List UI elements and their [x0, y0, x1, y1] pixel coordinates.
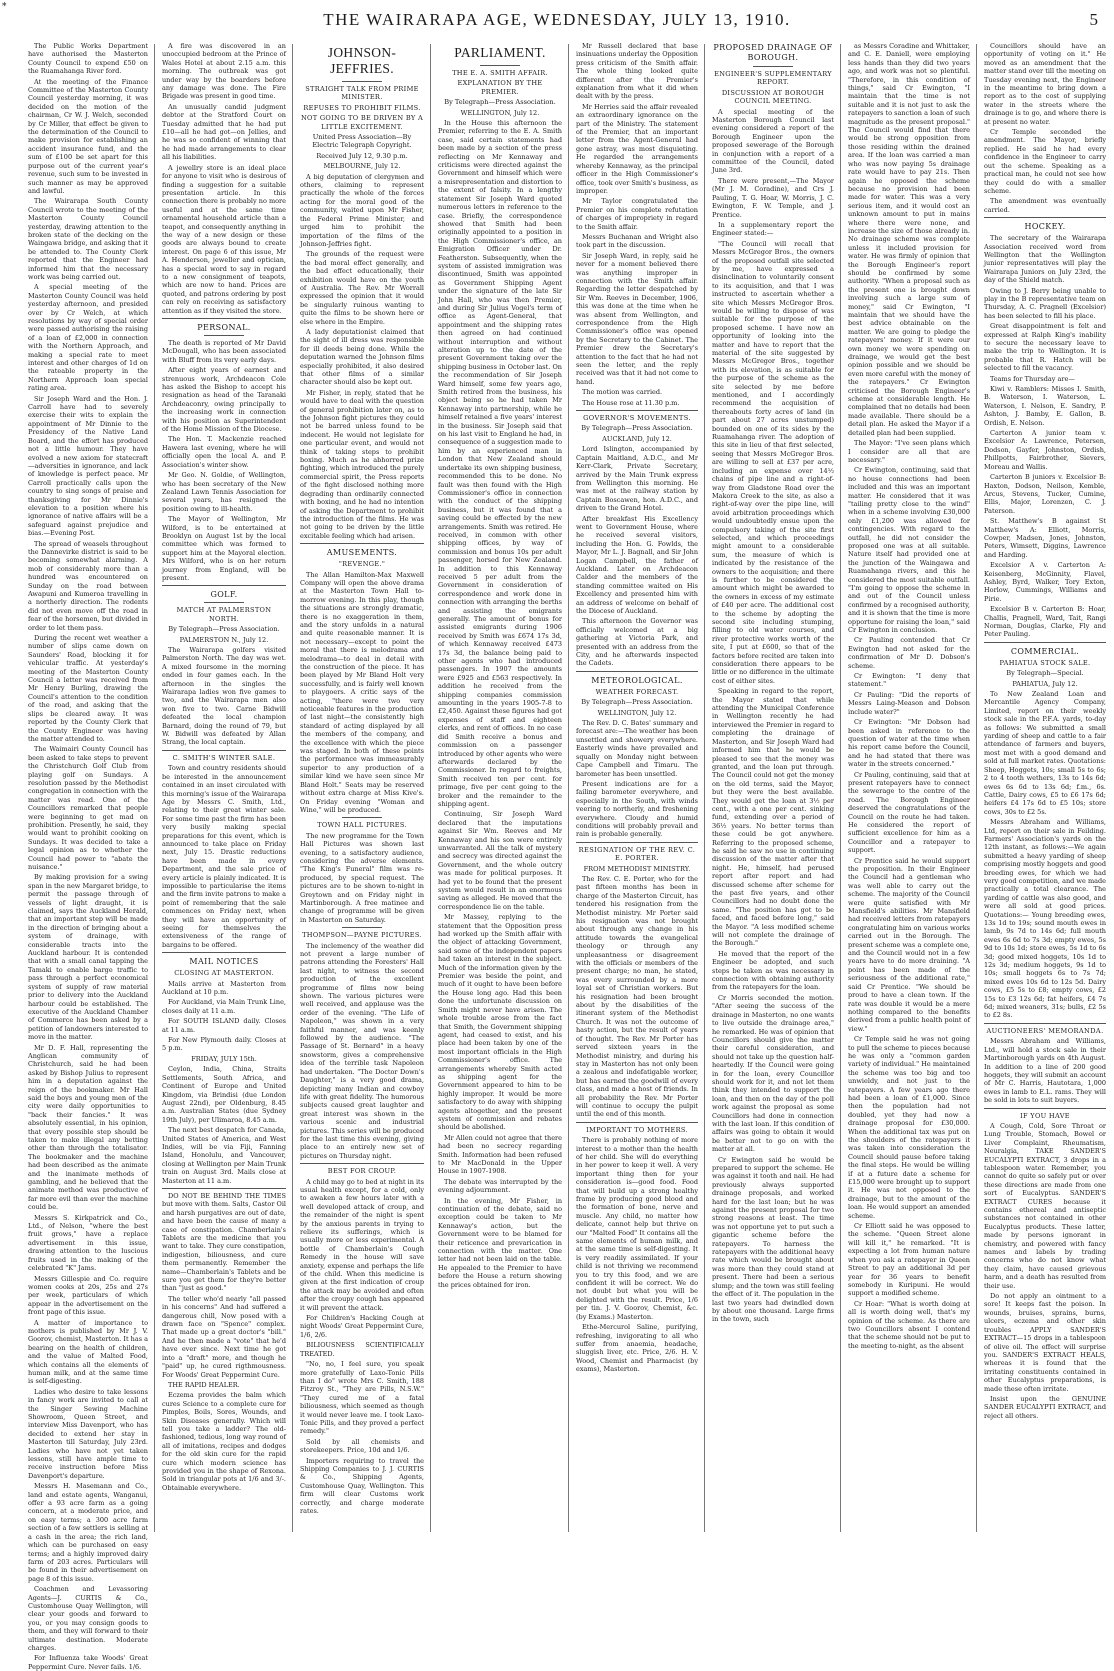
- paragraph: Eczema provides the balm which cures Science to a complete cure for Pimples, Boils, Sores, Wounds, and Skin Diseases generally. Which will tell you take a ladder? The old-fashioned, tedious, long way round of all of imitations, recipes and dodges for the old skin cure for the rapid cure which modern science has provided you in the shape of Rexona. Sold in triangular pots at 1/6 and 3/-. Obtainable everywhere.: [162, 1391, 286, 1492]
- paragraph: The amendment was eventually carried.: [984, 197, 1106, 214]
- paragraph: "The Council will recall that Messrs McGregor Bros., the owners of the proposed outfall site selected by me, have expressed a disinclination to voluntarily consent to its acquisition, and that I was instructed to ascertain whether a site which Messrs McGregor Bros. would be willing to dispose of was suitable for the purpose of the proposed scheme. I have now an opportunity of looking into the matter and have to report that the material of the site suggested by Messrs McGregor Bros., together with its elevation, is as suitable for the purpose of the scheme as the site selected by me before mentioned, and I accordingly recommend the acquisition of thereabouts forty acres of land (in part about 27 acres unstumped) bounded on one of its sides by the Ruamahanga river. The adoption of this site in lieu of that first selected, seeing that Messrs McGregor Bros. are willing to sell at £37 per acre, including an expense over 14½ chains of pipe line and a right-of-way from Gladstone Road over the Makora Creek to the site, as also a right-of-way over the pipe line, will avoid arbitration proceedings which would undoubtedly ensue upon the compulsory taking of the site first selected, and which proceedings might amount to a considerable sum, the measure of which is indicated by the resistance of the owners to the acquisition; and there is further to be considered the amount which might be awarded to the owners in excess of my estimate of £40 per acre. The additional cost to the scheme by adopting the second site including stumping, filling to old water courses, and river protective works worth of the site, I put at £600, so that of the factors before recited are taken into consideration there appears to be little or no difference in the ultimate cost of either sites.: [712, 239, 834, 685]
- paragraph: Mr Herries said the affair revealed an extraordinary ignorance on the part of the Ministry. The statement of the Premier, that an important letter from the Agent-General had gone astray, was most disquieting. He regarded the arrangements whereby Kennaway, as the principal officer in the High Commissioner's office, took over Smith's business, as improper.: [576, 102, 698, 195]
- divider: [204, 335, 244, 336]
- paragraph: For Children's Hacking Cough at night Woods' Great Peppermint Cure, 1/6, 2/6.: [300, 1314, 424, 1339]
- meteorological-heading: METEOROLOGICAL.: [591, 675, 683, 685]
- corner-mark: *: [2, 2, 7, 12]
- town-hall-paragraphs: [300, 832, 424, 924]
- paragraph: Carterton A junior team v. Excelsior A: Lawrence, Petersen, Dodson, Gayfer, Johnston, Ordish, Phillpotts, Fairbrother, Sievers, Moreau and Wallis.: [984, 429, 1106, 471]
- governor-byline: By Telegraph—Press Association.: [581, 424, 693, 433]
- page-columns: [28, 42, 1106, 1671]
- paragraph: Present indications are for a failing barometer everywhere, and especially in the South, with winds veering to northerly, and freshening everywhere. Cloudy and humid conditions will probably prevail and rain is probable generally.: [576, 779, 698, 839]
- drainage-heading: PROPOSED DRAINAGE OF BOROUGH.: [713, 43, 833, 62]
- paragraph: Cr Prentice said he would support the proposition. In their Engineer the Council had a gentleman who was well able to carry out the scheme. The majority of the Council were quite satisfied with Mr Mansfield's abilities. Mr Mansfield had received letters from ratepayers congratulating him on various works carried out in the Borough. The present scheme was a complete one, and the Council would not in a few years have to do more draining. "A point has been made of the seriousness of the additional rate," said Cr Prentice. "We should be proud to have a clean town. If the rate was double it would be a mere nothing compared to the benefits derived from a public health point of view.": [848, 856, 970, 1033]
- mail-paragraphs: [162, 980, 286, 1053]
- paragraph: A child may go to bed at night in its usual health except, for a cold, only to awaken a few hours later with a well developed attack of croup, and the remainder of the night is spent by the anxious parents in trying to relieve its sufferings, which is usually more or less experimental. A bottle of Chamberlain's Cough Remedy in the house will save anxiety, expense and perhaps the life of the child. When this medicine is given at the first indication of croup the attack may be avoided and often after the croupy cough has appeared it will prevent the attack.: [300, 1177, 424, 1312]
- paragraph: "No, no, I feel sure, you speak more gratefully of Laxo-Tonic Pills than I do" wrote Mrs C. Smith, 188 Fitzroy St., "They are Pills, N.S.W." "They cured me of a fatal biliousness, which seemed as though it would never leave me. I took Laxo-Tonic Pills, and they proved a perfect remedy.": [300, 1360, 424, 1436]
- governor-dateline: AUCKLAND, July 12.: [602, 434, 672, 443]
- paragraph: A matter of importance to mothers is published by Mr J. V. Goorov, chemist, Masterton. It has a bearing on the health of children, and the value of Malted Food, which contains all the elements of human milk, and at the same time is self-digesting.: [28, 1318, 148, 1386]
- paragraph: The teller who'd nearly "all passed in his concerns" And had suffered a dangerous chill, Now posed with a drawn face on "Spence" complex. That made up a great doctor's "bill." And he then made a "vote" that he'd have ever since. Next time he got into a "draft" more, and though he "paid" up, he cured rigthmousness. For Woods' Great Peppermint Cure.: [162, 1294, 286, 1379]
- commercial-dateline: PAHIATUA, July 12.: [1012, 679, 1078, 688]
- divider: [162, 1188, 286, 1189]
- column-1: [28, 42, 148, 1671]
- paragraph: as Messrs Coradine and Whittaker, and C. E. Daniell, were employing less hands than they did two years ago, and work was not so plentiful. "Therefore, in this condition of things," said Cr Ewington, "I maintain that the time is not suitable and it is not just to ask the ratepayers to sanction a loan of such magnitude as the present proposal." The Council would find that there would be strong opposition from those residing within the drained area. If the loan was carried a man who was now paying 5s drainage rate would have to pay 21s. Then again he opposed the scheme because no provision had been made for water. This was a very serious item, and it would cost an unknown amount to put in mains where there were none, and increase the size of those already in. No drainage scheme was complete unless it included provision for water. He was firmly of opinion that the Borough Engineer's report should be confirmed by some authority. "When a proposal such as the present one is brought down involving such a large sum of money," said Cr Ewington, "I maintain that we should have the best advice obtainable on the matter. We are going to pledge the ratepayers' money. If it were our own money we were spending on drainage, we would get the best opinion possible and we should be even more careful with the money of the ratepayers." Cr Ewington criticised the Borough Engineer's scheme at considerable length. He complained that no details had been made available. There should be a detail plan. He asked the Mayor if a detailed plan had been supplied.: [848, 42, 970, 437]
- paragraph: St. Matthew's B against St Matthew's A: Elliott, Morris, Cowper, Madsen, Jones, Johnston, Peters, Wimsett, Diggins, Lawrence and Harding.: [984, 517, 1106, 559]
- meteorological-sub: WEATHER FORECAST.: [595, 687, 679, 696]
- divider: [162, 585, 286, 586]
- paragraph: Carterton B juniors v. Excelsior B: Haxton, Dodson, Neilson, Kemble, Arcus, Stevens, Tucker, Cumine, Ellis, Major, Lorenzen, C. J. Paterson.: [984, 473, 1106, 515]
- paragraph: The inclemency of the weather did not prevent a large number of patrons attending the Foresters' Hall last night, to witness the second production of the excellent programme of films now being shown. The various pictures were well received, and applause was the order of the evening. "The Life of Napoleon," was shown in a very faithful manner, and was keenly followed by the audience. "The Passage of St. Bernard" in a heavy snowstorm, gives a comprehensive idea of the terrible task Napoleon had undertaken. "The Doctor Down's Daughter," is a very good drama, depicting many Indian and cowboy life with great fidelity. The humorous subjects caused great laughter and great interest was shown in the various scenic and industrial pictures. This series will be produced for the last time this evening, giving place to an entirely new set of pictures on Thursday night.: [300, 941, 424, 1160]
- divider: [753, 66, 793, 67]
- paragraph: Cr Hoar: "What is worth doing at all is worth doing well, that's my opinion of the scheme. As there are two Councillors absent I contend that the scheme should not be put to the meeting to-night, as the absent: [848, 1299, 970, 1350]
- divider: [984, 1023, 1106, 1024]
- column-2: [162, 42, 286, 1538]
- divider: [204, 602, 244, 603]
- paragraph: The Rev. C. E. Porter, who for the past fifteen months has been in charge of the Masterton Circuit, has tendered his resignation from the Methodist ministry. Mr Porter said his resignation was not brought about through any change in his attitude towards the evangelical theology or through any unpleasantness or disagreement with the officials or members of the present charge; no man, he stated, was every surrounded by a more loyal set of Christian workers. But his resignation had been brought about by the disabilities of the itinerant system of the Methodist Church. It was not the outcome of hasty action, but the result of years of thought. The Rev. Mr Porter has served sixteen years in the Methodist ministry, and during his stay in Masterton has not only been a zealous and indefatigable worker, but has earned the goodwill of every class, and made a host of friends. In all probability the Rev. Mr Porter will continue to occupy the pulpit until the end of this month.: [576, 874, 698, 1119]
- paragraph: In the evening, Mr Fisher, in continuation of the debate, said no exception could be taken to Mr Kennaway's action, but the Government were to be blamed for their reticence and prevarication in connection with the matter. One letter had not been laid on the table. He appealed to the Premier to have before the House a return showing the prices obtained for iron.: [438, 1196, 562, 1289]
- commercial-heading: COMMERCIAL.: [1010, 646, 1080, 656]
- paragraph: Messrs Abraham and Williams, Ltd., will hold a stock sale in their Martinborough yards on 4th August. In addition to a line of 200 good hoggets, they will submit an account of Mr C. Harris, Hautotara, 1,000 ewes in lamb to E.L. rams. They will be sold in lots to suit buyers.: [984, 1037, 1106, 1105]
- paragraph: Cr Ewington said he would be prepared to support the scheme. He was against it tooth and nail. He had previously always supported drainage proposals, and worked hard for the last loan; but he was against the present proposal for two strong reasons at least. The time was not opportune yet to put such a gigantic scheme before the ratepayers. To harness the ratepayers with the additional heavy rate which would be brought about was more than they could stand at present. There had been a serious slump; and the town was still feeling the effect of it. The population in the last two years had dwindled down by about one thousand. Large firms in the town, such: [712, 1155, 834, 1324]
- paragraph: An unusually candid judgment debtor at the Stratford Court on Tuesday admitted that he had put £10—all he had got—on Jellies, and he was so confident of winning that he had made arrangements to clear all his liabilities.: [162, 102, 286, 162]
- thompson-paragraphs: [300, 942, 424, 1161]
- paragraph: After breakfast His Excellency went to Government House, where he received several visitors, including the Hon. G. Fowlds, the Mayor, Mr L. J. Bagnall, and Sir John Logan Campbell, the father of Auckland. Later on Archdeacon Calder and the members of the standing committee waited on His Excellency and presented him with an address of welcome on behalf of the Diocese of Auckland.: [576, 514, 698, 615]
- paragraph: Mails arrive at Masterton from Auckland at 10 p.m.: [162, 979, 286, 997]
- paragraph: The debate was interrupted by the evening adjournment.: [438, 1177, 562, 1195]
- paragraph: During the recent wet weather a number of slips came down on Saunders' Road, blocking it for vehicular traffic. At yesterday's meeting of the Masterton County Council a letter was received from Mr Henry Burling, drawing the Council's attention to the condition of the road, and asking that the slips be cleared away. It was reported by the County Clerk that the County Engineer was having the matter attended to.: [28, 634, 148, 743]
- drainage-paragraphs: [712, 108, 834, 1324]
- divider: [984, 217, 1106, 218]
- divider: [576, 1122, 698, 1123]
- golf-subheading: MATCH AT PALMERSTON NORTH.: [176, 606, 272, 623]
- paragraph: The Waimairi County Council has been asked to take steps to prevent the Christchurch Golf Club from playing golf on Sundays. A resolution passed by the Methodist congregation in connection with the matter was read. One of the Councillors remarked that people were beginning to get mad on prohibition. Presently, he said, they would want to prohibit cooking on Sundays. It was decided to take a legal opinion as to whether the Council had power to "abate the nuisance.": [28, 745, 148, 871]
- meteorological-byline: By Telegraph—Press Association.: [581, 698, 693, 707]
- paragraph: The Rev. D. C. Bates' summary and forecast are:—The weather has been unsettled and showery everywhere. Easterly winds have prevailed and squally on Monday night between Cape Campbell and Timaru. The barometer has been unsettled.: [576, 719, 698, 778]
- paragraph: Insist upon the GENUINE SANDER EUCALYPTI EXTRACT, and reject all others.: [984, 1394, 1106, 1420]
- paragraph: Lord Islington, accompanied by Captain Maitland, A.D.C., and Mr Kerr-Clark, Private Secretary, arrived by the Main Trunk express from Wellington this morning. He was met at the railway station by Captain Boscawen, hon. A.D.C., and driven to the Grand Hotel.: [576, 445, 698, 513]
- auctioneers-paragraphs: [984, 1037, 1106, 1104]
- paragraph: The Wairarapa golfers visited Palmerston North. The day was wet. A mixed foursome in the morning ended in four games each. In the afternoon in the singles the Wairarapa ladies won five games to two, and the Wairarapa men also won five to two. Carne Bidwill defeated the local champion Barnard, doing the round of 79, but W. Bidwill was defeated by Allan Strang, the local captain.: [162, 646, 286, 747]
- paragraph: The Mayor of Wellington, Mr Wilford, is to be entertained at Brooklyn on August 1st by the local committee which was formed to support him at the Mayoral election. Mrs Wilford, who is on her return journey from England, will be present.: [162, 515, 286, 582]
- paragraph: Mr Russell declared that base insinuations underlay the Opposition press criticism of the Smith affair. The whole thing looked quite different after the Premier's explanation from what it did when dealt with by the press.: [576, 42, 698, 101]
- paragraph: Do not apply an ointment to a sore! It keeps fast the poison. In wounds, bruises, sprains, burns, ulcers, eczema and other skin troubles APPLY SANDER'S EXTRACT—15 drops in a tablespoon of olive oil. The effect will surprise you. SANDER'S EXTRACT HEALS, whereas it is found that the irritating constituents contained in other Eucalyptus preparations, is made these often irritate.: [984, 1292, 1106, 1393]
- paragraph: Sir Joseph Ward and the Hon. J. Carroll have had to severely exercise their wits to explain the appointment of Mr Dinnie to the Presidency of the Native Land Board, and the effort has produced not a little humour. They have evolved a new axiom for statecraft—adversities in ignorance, and lack of knowledge is perfect peace. Mr Carroll practically calls upon the country to sing songs of praise and thanksgiving for Mr Dinnie's elevation to a position where his ignorance of native affairs will be a safeguard against prejudice and bias.—Evening Post.: [28, 394, 148, 538]
- paragraph: Mr Taylor congratulated the Premier on his complete refutation of charges of impropriety in regard to the Smith affair.: [576, 197, 698, 231]
- col7-paragraphs: [848, 42, 970, 1350]
- paragraph: Cr Temple seconded the amendment. The Mayor, briefly replied. He said he had every confidence in the Engineer to carry out the scheme. Speaking as a practical man, he could not see how they could do with a smaller scheme.: [984, 128, 1106, 195]
- paragraph: A fire was discovered in an unoccupied bedroom at the Prince of Wales Hotel at about 2.15 a.m. this morning. The outbreak was got under way by the boarders before any damage was done. The Fire Brigade was present in good time.: [162, 42, 286, 101]
- paragraph: For Auckland, via Main Trunk Line, closes daily at 11 a.m.: [162, 998, 286, 1015]
- paragraph: Sold by all chemists and storekeepers. Price, 10d and 1/6.: [300, 1437, 424, 1455]
- paragraph: Mr Geo. N. Goldie, of Wellington, who has been secretary of the New Zealand Lawn Tennis Association for several years, has resigned the position owing to ill-health.: [162, 471, 286, 513]
- parliament-sub-2: EXPLANATION BY THE PREMIER.: [457, 79, 543, 96]
- divider: [984, 1108, 1106, 1109]
- paragraph: Sir Joseph Ward, in reply, said he never for a moment believed there was anything improper in connection with the Smith affair. Regarding the letter despatched by Sir Wm. Reeves in December, 1906, this was done at the time when he was absent from Wellington, and correspondence from the High Commissioner's office was opened by the Secretary to the Cabinet. The Premier drew the Secretary's attention to the fact that he had not seen the letter, and the reply received was that it had not come to hand.: [576, 251, 698, 386]
- paragraph: In the House this afternoon the Premier, referring to the E. A. Smith case, said certain statements had been made by a section of the press reflecting on Mr Kennaway and criticisms were directed against the Government and himself which were a misrepresentation and distortion to the extent of falsity. In a lengthy statement Sir Joseph Ward quoted numerous letters in reference to the case. Briefly, the correspondence showed that Smith had been originally appointed to a position in the High Commissioner's office, an Emigration Officer under Dr. Featherston. Subsequently, when the system of assisted immigration was discontinued, Smith was appointed as Government Shipping Agent under the signature of the late Sir John Hall, who was then Premier, and during Sir Julius Vogel's term of office as Agent-General, that appointment and the shipping rates then agreed on had continued without interruption and without alteration up to the date of the present Government taking over the shipping business in October last. On the recommendation of Sir Joseph Ward himself, some few years ago, Smith retired from the business, his object being so he had taken Mr Kennaway into partnership, while he himself retained a five years' interest in the business. Sir Joseph said that on his last visit to England he had, in consequence of a suggestion made to him by an experienced man in London that New Zealand should undertake its own shipping business, recommended this to be done. No fault was then found with the High Commissioner's office in connection with the conduct of the shipping business, but it was found that a saving could be effected by the new arrangements. Smith was retired. He received, in common with other shipping offices, by way of commission and bonus 10s per adult passenger, horsed for New Zealand. In addition to this Kennaway received 5 per adult from the Government in consideration of correspondence and work done in connection with arranging the berths and assisting the emigrants generally. The amount of bonus for assisted emigrants during 1906 received by Smith was £674 17s 3d, of which Kennaway received £473 17s 3d, the balance being paid to other agents who had introduced passengers. In 1907 the amounts were £925 and £563 respectively. In addition he received from the shipping companies commission amounting in the years 1905-7-8 to £2,450. Against these figures had got expenses of staff and eighteen clerks, and rent of offices. In no case did Smith receive a bonus and commission on a passenger introduced by other agents who were afterwards declared by the Commissioner. In regard to freights, Smith received ten per cent. for primage, five per cent going to the broker and the remainder to the shipping agent.: [438, 119, 562, 808]
- personal-heading: PERSONAL.: [197, 323, 251, 332]
- divider: [162, 952, 286, 953]
- paragraph: Town and country residents should be interested in the announcement contained in an inset circulated with this morning's issue of the Wairarapa Age by Messrs C. Smith, Ltd., relating to their great winter sale. For some time past the firm has been very busily making special preparations for this event, which is announced to take place on Friday next, July 15. Drastic reductions have been made in every Department, and the sale price of every article is plainly indicated. It is impossible to particularise the items and the firm invite patrons to make a point of remembering that the sale commences on Friday next, when they will have an opportunity of seeing for themselves the extensiveness of the range of bargains to be offered.: [162, 764, 286, 949]
- resignation-paragraphs: [576, 875, 698, 1119]
- meteorological-paragraphs: [576, 719, 698, 839]
- column-7: [848, 42, 970, 1538]
- parliament-dateline: WELLINGTON, July 12.: [460, 108, 540, 117]
- parliament-sub-1: THE E. A. SMITH AFFAIR.: [452, 69, 548, 77]
- paragraph: A big deputation of clergymen and others, claiming to represent practically the whole of the forces acting for the moral good of the community, waited upon Mr Fisher, the Federal Prime Minister, and urged him to prohibit the importation of the films of the Johnson-Jeffries fight.: [300, 172, 424, 248]
- paragraph: Cr Ewington, continuing, said that no house connections had been included and this was an important matter. He considered that it was "tailing pretty close to the wind" when in a scheme involving £30,000 only £1,200 was allowed for contingencies. With regard to the outfall, he did not consider the proposed one was at all suitable. Nature itself had provided one at the junction of the Waingawa and Ruamahanga rivers, and this he considered the most suitable outfall. "I'm going to oppose the scheme in and out of the Council unless confirmed by a recognised authority, and it is shown that the time is more opportune for raising the loan," said Cr Ewington in conclusion.: [848, 466, 970, 635]
- paragraph: Cr Morris seconded the motion. "After seeing the success of the drainage in Masterton, no one wants to live outside the drainage area," he remarked. He was of opinion that Councillors should give the matter their careful consideration, and should not take up the question half-heartedly. If the Council were going in for the loan, every Councillor should work for it, and not let them think they intended to support the loan, and then on the day of the poll work against the proposal as some Councillors had done in connection with the last loan. If this condition of affairs was going to obtain it would be better not to go on with the matter at all.: [712, 993, 834, 1154]
- mail-subheading: CLOSING AT MASTERTON.: [174, 969, 274, 978]
- parliament-byline: By Telegraph—Press Association.: [444, 98, 556, 107]
- col1-paragraphs: [28, 42, 148, 1671]
- parliament-paragraphs: [438, 119, 562, 1289]
- mail-day: FRIDAY, JULY 15th.: [191, 1054, 257, 1063]
- paragraph: Ladies who desire to take lessons in fancy work are invited to call at the Singer Sewing Machine Showroom, Queen Street, and interview Miss Davenport, who has decided to extend her stay in Masterton till Saturday, July 23rd. Ladies who have not yet taken lessons, still have ample time to receive instruction before Miss Davenport's departure.: [28, 1387, 148, 1480]
- paragraph: Cr Temple said he was not going to pull the scheme to pieces because he was only a "common garden variety of individual." He maintained the scheme was too big and too unwieldy, and not just to the ratepayers. A few years ago there had been a loan of £1,000. Since then the population had not doubled, yet they had now a drainage proposal for £30,000. When the additional tax was put on the shoulders of the ratepayers it was taken into consideration the Council should pause before taking the final steps. He would be willing if at a future date a scheme for £15,000 were brought up to support it. He was not opposed to the drainage, but to the amount of the loan. He would support an amended scheme.: [848, 1035, 970, 1220]
- johnson-paragraphs: [300, 173, 424, 540]
- johnson-byline: United Press Association—By Electric Telegraph Copyright.: [312, 133, 412, 150]
- mothers-paragraphs: [576, 1136, 698, 1373]
- town-hall-heading: TOWN HALL PICTURES.: [317, 821, 407, 830]
- paragraph: After eight years of earnest and strenuous work, Archdeacon Cole has asked the Bishop to accept his resignation as head of the Taranaki Archdeaconry, owing principally to the increasing work in connection with his position as Superintendent of the Home Mission of the Diocese.: [162, 366, 286, 434]
- paragraph: The Public Works Department have authorised the Masterton County Council to expend £50 on the Ruamahanga River ford.: [28, 42, 148, 76]
- paragraph: Mr Fisher, in reply, stated that he would have to deal with the question of general prohibition later on, as to the Johnson fight pictures they could not be barred unless found to be indecent. He would not legislate for one particular event, and would not think of taking steps to prohibit boxing. Much as he abhorred prize fighting, which introduced the purely commercial spirit, the Press reports of the fight disclosed nothing more degrading than ordinarily connected with boxing, and he had no intention of asking the Department to prohibit the introduction of the films. He was not going to be driven by the little excitable feeling which had arisen.: [300, 388, 424, 540]
- johnson-sub-2: REFUSES TO PROHIBIT FILMS.: [303, 103, 421, 112]
- column-6: [712, 42, 834, 1538]
- paragraph: Great disappointment is felt and expressed at Ralph King's inability to secure the necessary leave to make the trip to Wellington. It is probable that R. Hatch will be selected to fill the vacancy.: [984, 322, 1106, 373]
- golf-heading: GOLF.: [210, 590, 238, 600]
- commercial-sub: PAHIATUA STOCK SALE.: [999, 658, 1091, 667]
- paragraph: Cr Pauling contended that Cr Ewington had not asked for the confirmation of Mr D. Dobson's scheme.: [848, 636, 970, 670]
- paragraph: Messrs Buchanan and Wright also took part in the discussion.: [576, 232, 698, 250]
- paragraph: Mr Allen could not agree that there had been no secrecy regarding Smith. Information had been refused to Mr MacDonald in the Upper House in 1907-1908.: [438, 1133, 562, 1176]
- paragraph: Excelsior A v. Carterton A: Keisenberg, McGinnity, Flavel, Ashley, Byrd, Walker, Tory Exton, Horlow, Cummings, Williams and Pirie.: [984, 561, 1106, 603]
- commercial-byline: By Telegraph—Special.: [1006, 669, 1084, 678]
- governor-heading: GOVERNOR'S MOVEMENTS.: [583, 414, 691, 423]
- hockey-heading: HOCKEY.: [1024, 222, 1066, 232]
- golf-paragraphs: [162, 646, 286, 747]
- divider: [342, 927, 382, 928]
- divider: [576, 842, 698, 843]
- paragraph: The House rose at 11.30 p.m.: [582, 398, 680, 407]
- paragraph: Continuing, Sir Joseph Ward declared that the imputations against Sir Wm. Reeves and Mr Kennaway and his son were entirely unwarranted. All the talk of mystery and secrecy was directed against the Government, and the whole outcry was made for political purposes. It had yet to be found that the present system would result in an enormous saving as alleged. He moved that the correspondence lie on the table.: [438, 810, 562, 911]
- johnson-jeffries-heading: JOHNSON-JEFFRIES.: [327, 45, 397, 76]
- col5-paragraphs: [576, 42, 698, 407]
- johnson-sub-1: STRAIGHT TALK FROM PRIME MINISTER.: [305, 85, 419, 102]
- governor-paragraphs: [576, 445, 698, 668]
- paragraph: Ceylon, India, China, Straits Settlements, South Africa, and Continent of Europe and United Kingdom, via Brindisi (due London August 22nd), per Oldenburg, 8.45 a.m. Australian States (due Sydney 19th July), per Ulimaroa, 8.45 a.m.: [162, 1065, 286, 1124]
- paragraph: For SOUTH ISLAND daily. Closes at 11 a.m.: [162, 1017, 286, 1034]
- paragraph: The death is reported of Mr David McDougall, who has been associated with Bluff from its very early days.: [162, 339, 286, 364]
- if-you-have-paragraphs: [984, 1122, 1106, 1420]
- advert-paragraphs: [162, 1192, 286, 1492]
- paragraph: A jewellry store is an ideal place for anyone to visit who is desirous of finding a suggestion for a suitable presentation article. In this connection there is probably no more useful and at the same time ornamental household article than a teapot, and consequently anything in the way of a new design or these goods are always bound to create interest. On page 6 of this issue, Mr A. Henderson, jeweller and optician, has a special word to say in regard to a new consignment of teapots, which are now to hand. Prices are quoted, and patrons ordering by post can rely on receiving as satisfactory attention as if they visited the store.: [162, 163, 286, 315]
- paragraph: Teams for Thursday are—: [990, 374, 1075, 383]
- divider: [300, 543, 424, 544]
- mail-heading: MAIL NOTICES: [189, 957, 259, 967]
- paragraph: The next best despatch for Canada, United States of America, and West Indies, will be via Fiji, Fanning Island, Honolulu, and Vancouver, closing at Wellington per Main Trunk train on August 3rd. Mails close at Masterton at 11 a.m.: [162, 1126, 286, 1185]
- amusements-paragraphs: [300, 571, 424, 815]
- paragraph: The new programme for the Town Hall Pictures was shown last evening, to a satisfactory audience, considering the adverse elements. "The King's Funeral" film was re-produced, by special request. The pictures are to be shown to-night in Greytown and on Friday night in Martinborough. A free matinee and change of programme will be given in Masterton on Saturday.: [300, 831, 424, 924]
- paragraph: He moved that the report of the Engineer be adopted, and such steps be taken as was necessary in connection with obtaining authority from the ratepayers for the loan.: [712, 949, 834, 992]
- paragraph: Importers requiring to travel the Shipping Companies to J. J. CURTIS & Co., Shipping Agents, Customhouse Quay, Wellington. This firm will clear Customs work correctly, and charge moderate rates.: [300, 1456, 424, 1515]
- paragraph: The motion was carried.: [582, 388, 663, 397]
- newspaper-title: THE WAIRARAPA AGE, WEDNESDAY, JULY 13, 1910.: [323, 10, 791, 29]
- amusements-sub: "REVENGE.": [338, 560, 386, 569]
- resignation-heading: RESIGNATION OF THE REV. C. E. PORTER.: [578, 845, 696, 863]
- paragraph: Cr Pauling, continuing, said that at present ratepayers have to connect the sewerage to the centre of the road. The Borough Engineer deserved the congratulations of the Council on the route he had taken. He considered the report of sufficient excellence for him as a Councillor and a ratepayer to support.: [848, 770, 970, 855]
- paragraph: Excelsior B v. Carterton B: Hoar, Challis, Pragnell, Ward, Tait, Rangi Norman, Douglas, Clarke, Fly and Peter Pauling.: [984, 605, 1106, 639]
- drainage-sub-1: ENGINEER'S SUPPLEMENTARY REPORT.: [714, 70, 832, 87]
- johnson-sub-3: NOT GOING TO BE DRIVEN BY A LITTLE EXCITEMENT.: [300, 114, 424, 131]
- paragraph: Kiwi v. Ramblers: Misses I. Smith, B. Waterson, I. Waterson, L. Waterson, I. Nelson, E. Sandry, P. Ashton, J. Bamby, E. Gallon, B. Ordish, E. Nelson.: [984, 385, 1106, 427]
- paragraph: Messrs Gillespie and Co. require women cooks at 20s, 25s and 27s per week, particulars of which appear in the advertisement on the front page of this issue.: [28, 1274, 148, 1317]
- thompson-heading: THOMPSON—PAYNE PICTURES.: [302, 931, 422, 940]
- column-5: [576, 42, 698, 1538]
- paragraph: Cr Elliott said he was opposed to the scheme. "Queen Street alone will kill it," he remarked. "It is expecting a lot from human nature when you ask a ratepayer in Queen Street to pay an additional 3d per year for 36 years to benefit somebody in Kuripuni. He would support a modified scheme.: [848, 1222, 970, 1298]
- divider: [480, 65, 520, 66]
- paragraph: To New Zealand Loan and Mercantile Agency Company, Limited, report on their weekly stock sale in the P.F.A. yards, to-day as follows: We submitted a small yarding of sheep and cattle to a fair attendance of farmers and buyers, most met with a good demand and sold at full market rates. Quotations: Sheep, Hoggets, 10s; small 5s to 6s; 2 to 4 tooth wethers, 13s to 14s 6d; ewes 6s 6d to 13s 6d; f.m., 6s. Cattle, Dairy cows, £5 to £6 17s 6d; heifers £4 17s 6d to £5 10s; store cows, 30s to £2 5s.: [984, 690, 1106, 816]
- meteorological-dateline: WELLINGTON, July 12.: [597, 708, 677, 717]
- paragraph: Cr Ewington: "I deny that statement.": [848, 672, 970, 689]
- paragraph: In a supplementary report the Engineer stated:—: [712, 220, 834, 238]
- paragraph: By making provision for a swing span in the new Margaret bridge, to permit the passage through of vessels of light draught, it is claimed, says the Auckland Herald, that an important step will be made in the direction of bringing about a system of drainage, with considerable tracts into the Auckland harbour. It is contended that with a small canal tapping the Tamaki to enable barge traffic to pass through a perfect economical system of supply of raw material prior to delivery into the Auckland harbour could be established. The executive of the Auckland Chamber of Commerce has been asked by a petition of landowners interested to move in the matter.: [28, 873, 148, 1042]
- if-you-have-heading: IF YOU HAVE: [1020, 1111, 1070, 1120]
- paragraph: Ethe-Mercurol Saline, purifying, refreshing, invigorating to all who suffer from anaemia, headache, sluggish liver, etc. Price, 2/6. H. V. Wood, Chemist and Pharmacist (by exams), Masterton.: [576, 1323, 698, 1374]
- mail-paragraphs-2: [162, 1065, 286, 1185]
- divider: [162, 318, 286, 319]
- paragraph: A lady deputationist claimed that the sight of ill dress was responsible for ill deeds being done. While the deputation warned the Johnson films especially prohibited, it also desired that other films of a similar character should also be kept out.: [300, 327, 424, 387]
- paragraph: The Wairarapa South County Council wrote to the meeting of the Masterton County Council yesterday, drawing attention to the broken state of the decking on the Waingawa bridge, and asking that it be attended to. The County Clerk reported that the Engineer had informed him that the necessary work was being carried out.: [28, 197, 148, 281]
- paragraph: A special meeting of the Masterton Borough Council last evening considered a report of the Borough Engineer upon the proposed sewerage of the Borough in conjunction with a report of a committee of the Council, dated June 3rd.: [712, 107, 834, 175]
- col2-top-paragraphs: [162, 42, 286, 315]
- paragraph: The Allan Hamilton-Max Maxwell Company will open the above drama at the Masterton Town Hall to-morrow evening. In this play, though the situations are strongly dramatic, there is no exaggeration in them, and the story unfolds in a natural and quite reasonable manner. It is not necessary—except to point the moral that there is melodrama and melodrama—to deal in detail with the construction of the piece. It has been played by Mr Bland Holt very successfully, and is fairly well known to playgoers. A critic says of the acting, "there were two very noticeable features in the production of last night—the consistently high standard of acting displayed by all the members of the company, and the excellence with which the piece was staged. In both of these points the performance was immeasurably superior to any production of a similar kind we have seen since Mr Bland Holt." Seats may be reserved without extra charge at Miss Kive's. On Friday evening "Woman and Wine," will be produced.: [300, 570, 424, 814]
- divider: [342, 81, 382, 82]
- drainage-sub-2: DISCUSSION AT BOROUGH COUNCIL MEETING.: [721, 88, 825, 106]
- paragraph: This afternoon the Governor was officially welcomed at a big gathering at Victoria Park, and presented with an address from the City, and he afterwards inspected the Cadets.: [576, 617, 698, 668]
- paragraph: THE RAPID HEALER.: [168, 1380, 240, 1389]
- paragraph: Mr Massey, replying to the statement that the Opposition press had worked up the Smith affair with the object of attacking Government, said some of the independent papers had taken an interest in the subject. Much of the information given by the Premier was beside the point, and much of it ought to have been before the House long ago. Had this been done the unfortunate discussion on Smith might never have arisen. The whole trouble arose from the fact that Smith, the Government shipping agent, had ceased to exist, and his place had been taken by one of the most important officials in the High Commissioner's office. The arrangements whereby Smith acted as shipping agent for the Government appeared to him to be highly improper. It would be more satisfactory to do away with shipping agents altogether, and the present system of commission and rebates should be abolished.: [438, 913, 562, 1132]
- paragraph: For New Plymouth daily. Closes at 5 p.m.: [162, 1036, 286, 1053]
- paragraph: The Hon. T. Mackenzie reached Hawera last evening, where he will officially open the local A. and P. Association's winter show.: [162, 435, 286, 469]
- divider: [576, 410, 698, 411]
- paragraph: Owing to J. Berry being unable to play in the B representative team on Thursday, A. C. Pragnell (Excelsior) has been selected to fill his place.: [984, 286, 1106, 320]
- divider: [342, 817, 382, 818]
- divider: [576, 671, 698, 672]
- page-number: 5: [1089, 10, 1098, 29]
- mothers-heading: IMPORTANT TO MOTHERS.: [586, 1125, 688, 1134]
- paragraph: Councillors should have an opportunity of voting on it." He moved as an amendment that the matter stand over till the meeting on Tuesday evening next, the Engineer in the meantime to bring down a report as to the cost of supplying water in the streets where the drainage is to go, and where there is at present no water.: [984, 42, 1106, 126]
- paragraph: Messrs H. Masemann and Co., land and estate agents, Wanganui, offer a 93 acre farm as a going concern, at a moderate price, and on easy terms; a 300 acre farm section of a few settlers is selling at a cash in the area; the rich land, which can be purchased on easy terms; and a highly improved dairy farm of 203 acres. Particulars will be found in their advertisement on page 8 of this issue.: [28, 1482, 148, 1583]
- paragraph: There is probably nothing of more interest to a mother than the health of her child. She will do everything in her power to keep it well. A very important thing then for your consideration is—good food. Food that will build up a strong healthy frame by producing good blood and the formation of bone, nerve and muscle. Any child, no matter how delicate, cannot help but thrive on our "Malted Food" It contains all the same elements of human milk, and at the same time is self-digesting. It is very readily assimilated. If your child is not thriving we recommend you to try this food, and we are confident it will be correct. We do not doubt but what you will be delighted with the result. Price, 1/6 per tin. J. V. Goorov, Chemist, &c. (by Exams.) Masterton.: [576, 1136, 698, 1321]
- paragraph: For Influenza take Woods' Great Peppermint Cure. Never fails. 1/6.: [28, 1654, 148, 1671]
- hockey-paragraphs: [984, 234, 1106, 639]
- croup-heading: BEST FOR CROUP.: [327, 1167, 397, 1176]
- commercial-paragraphs: [984, 690, 1106, 1020]
- sale-heading: C. SMITH'S WINTER SALE.: [172, 753, 276, 762]
- golf-byline: By Telegraph—Press Association.: [168, 625, 280, 634]
- paragraph: The secretary of the Wairarapa Association received word from Wellington that the Wellington junior representatives will play the Wairarapa Juniors on July 23rd, the day of the Shield match.: [984, 234, 1106, 285]
- paragraph: At the meeting of the Finance Committee of the Masterton County Council yesterday morning, it was decided on the motion of the chairman, Cr W. J. Welch, seconded by Cr Miller, that effect be given to the determination of the Council to make provision for establishing an accident insurance fund, and the sum of £100 be set apart for this purpose out of the current year's revenue, such sum to be invested in such manner as may be approved and lawful.: [28, 77, 148, 195]
- sale-paragraphs: [162, 764, 286, 949]
- paragraph: The spread of weasels throughout the Dannevirke district is said to be becoming somewhat alarming. A mob of considerably more than a hundred was encountered on Sunday on the road between Awapuni and Kumeroa travelling in a northerly direction. The rodents did not even move off the road in fear of the horsemen, but divided in order to let them pass.: [28, 539, 148, 632]
- parliament-heading: PARLIAMENT.: [454, 45, 546, 60]
- croup-paragraphs: [300, 1178, 424, 1516]
- divider: [984, 642, 1106, 643]
- paragraph: Coachmen and Levassoring Agents—J. CURTIS & Co., Customhouse Quay Wellington, will clear your goods and forward to you, or you may consign goods to them, and they will forward to their ultimate destination. Moderate charges.: [28, 1585, 148, 1652]
- johnson-received: Received July 12, 9.30 p.m.: [316, 151, 408, 160]
- column-8: [984, 42, 1106, 1538]
- personal-paragraphs: [162, 339, 286, 582]
- paragraph: Mr D. F. Hall, representing the Anglican community of Christchurch, said he had been asked by Bishop Julius to represent him in a deputation against the reign of the bookmaker. Mr Hall said the boys and young men of the city were daily opportunities to "back their fancies." It was absolutely essential, in his opinion, that every possible step should be taken to make illegal any betting other than through the totalisator. The bookmaker and the machine had been described as the animate and the inanimate methods of gambling, and he believed that the animate method was productive of far more evil than ever the machine could be.: [28, 1043, 148, 1212]
- auctioneers-heading: AUCTIONEERS' MEMORANDA.: [986, 1026, 1104, 1035]
- paragraph: A Cough, Cold, Sore Throat or Lung Trouble, Stomach, Bowel or Liver Complaint, Rheumatism, Neuralgia, TAKE SANDER'S EUCALYPTI EXTRACT, 3 drops in a tablespoon water. Remember, you cannot do quite so safely put or over these directions are made from one sort of Eucalyptus. SANDER'S EXTRACT CURES because it contains ethereal and antiseptic substances not contained in other Eucalyptus products. These latter, made by persons ignorant in chemistry, and powered with fancy names and labels by trading concerns who do not know what they claim, have caused grievous harm, and a death has resulted from their use.: [984, 1121, 1106, 1290]
- column-4: [438, 42, 562, 1538]
- col8-paragraphs: [984, 42, 1106, 214]
- golf-dateline: PALMERSTON N., July 12.: [179, 635, 269, 644]
- paragraph: Cr Ewington: "Mr Dobson had been asked in reference to the question of water at the time when his report came before the Council, and he had stated that there was water in the streets concerned.": [848, 718, 970, 769]
- paragraph: A special meeting of the Masterton County Council was held yesterday afternoon, and presided over by Cr Welch, at which resolutions by way of special order were passed authorising the raising of a loan of £2,000 in connection with the Northern Approach, and making a special rate to meet interest and other charges of 1d on the rateable property in the Northern Approach loan special rating area.: [28, 283, 148, 393]
- paragraph: Messrs Abraham and Williams, Ltd, report on their sale in Feilding. Farmers' Association's yards on the 12th instant, as follows:—We again submitted a heavy yarding of sheep comprising mostly hoggets and good breeding ewes, for which we had very good competition, and we made practically a total clearance. The yarding of cattle was also good, and were all sold at good prices. Quotations:— Young breeding ewes, 13s 1d to 19s; sound mouth ewes in lamb, 9s 7d to 14s 6d; full mouth ewes 6s 6d to 7s 3d; empty ewes, 5s 9d to 10s 1d; store ewes, 5s 1d to 6s 3d; good mixed hoggets, 10s 1d to 12s 3d; medium hoggets, 9s 1d to 10s; small hoggets 6s to 7s 7d; mixed ewes 10s 6d to 12s 5d. Dairy cows, £5 5s to £8; empty cows, £2 15s to £3 12s 6d; fat heifers, £4 7s 6d; mixed weaners, 31s; bulls, £2 5s to £2 8s.: [984, 818, 1106, 1020]
- paragraph: BILIOUSNESS SCIENTIFICALLY TREATED.: [300, 1341, 424, 1358]
- paragraph: The Mayor: "I've seen plans which I consider are all that are necessary.": [848, 439, 970, 464]
- paragraph: Cr Pauling: "Did the reports of Messrs Laing-Meason and Dobson include water?": [848, 690, 970, 716]
- paragraph: DO NOT BE BEHIND THE TIMES but move with them. Salts, Castor Oil and harsh purgatives are out of date, and have been the cause of many a case of constipation. Chamberlain's Tablets are the medicine that you want to take. They cure constipation, indigestion, biliousness, and cure them permanently. Remember the name—Chamberlain's Tablets and be sure you get them for they're better than "just as good.": [162, 1191, 286, 1293]
- divider: [300, 1163, 424, 1164]
- divider: [162, 750, 286, 751]
- amusements-heading: AMUSEMENTS.: [326, 548, 398, 558]
- paragraph: Messrs S. Kirkpatrick and Co., Ltd., of Nelson, "where the best fruit grows," have a replace advertisement in this issue, drawing attention to the luscious fruits used in the making of the celebrated "K" Jams.: [28, 1213, 148, 1273]
- paragraph: There were present,—The Mayor (Mr J. M. Coradine), and Crs J. Pauling, T. G. Hoar, W. Morris, J. C. Ewington, F. W. Temple, and J. Prentice.: [712, 176, 834, 219]
- masthead: [0, 0, 1114, 42]
- paragraph: The grounds of the request were the bad moral effect generally, and the bad effect educationally, their exhibition would have on the youth of Australia. The Rev. Mr Worrall expressed the opinion that it would be singularly ruinous wanting to quite the films to be shown here or else where in the Empire.: [300, 250, 424, 326]
- johnson-dateline: MELBOURNE, July 12.: [323, 162, 401, 171]
- paragraph: Speaking in regard to the report, the Mayor stated that while attending the Municipal Conference in Wellington recently he had interviewed the Premier in regard to completing the drainage of Masterton, and Sir Joseph Ward had informed him that he would be pleased to see that the money was granted, and the loan put through. The Council could not get the money on the old terms, said the Mayor, but they were the best available. They would get the loan at 3½ per cent., with a one per cent. sinking fund, extending over a period of 36½ years. No better terms than these could be got anywhere. Referring to the proposed scheme, he said he saw no use in continuing discussion of the matter after that night. He, himself, had perused report after report and had discussed scheme after scheme for the past five years, and other Councillors had no doubt done the same. "The position has got to be faced, and faced before long," said the Mayor. "A less modified scheme will not complete the drainage of the Borough.": [712, 687, 834, 948]
- column-3: [300, 42, 424, 1538]
- resignation-sub: FROM METHODIST MINISTRY.: [583, 864, 691, 873]
